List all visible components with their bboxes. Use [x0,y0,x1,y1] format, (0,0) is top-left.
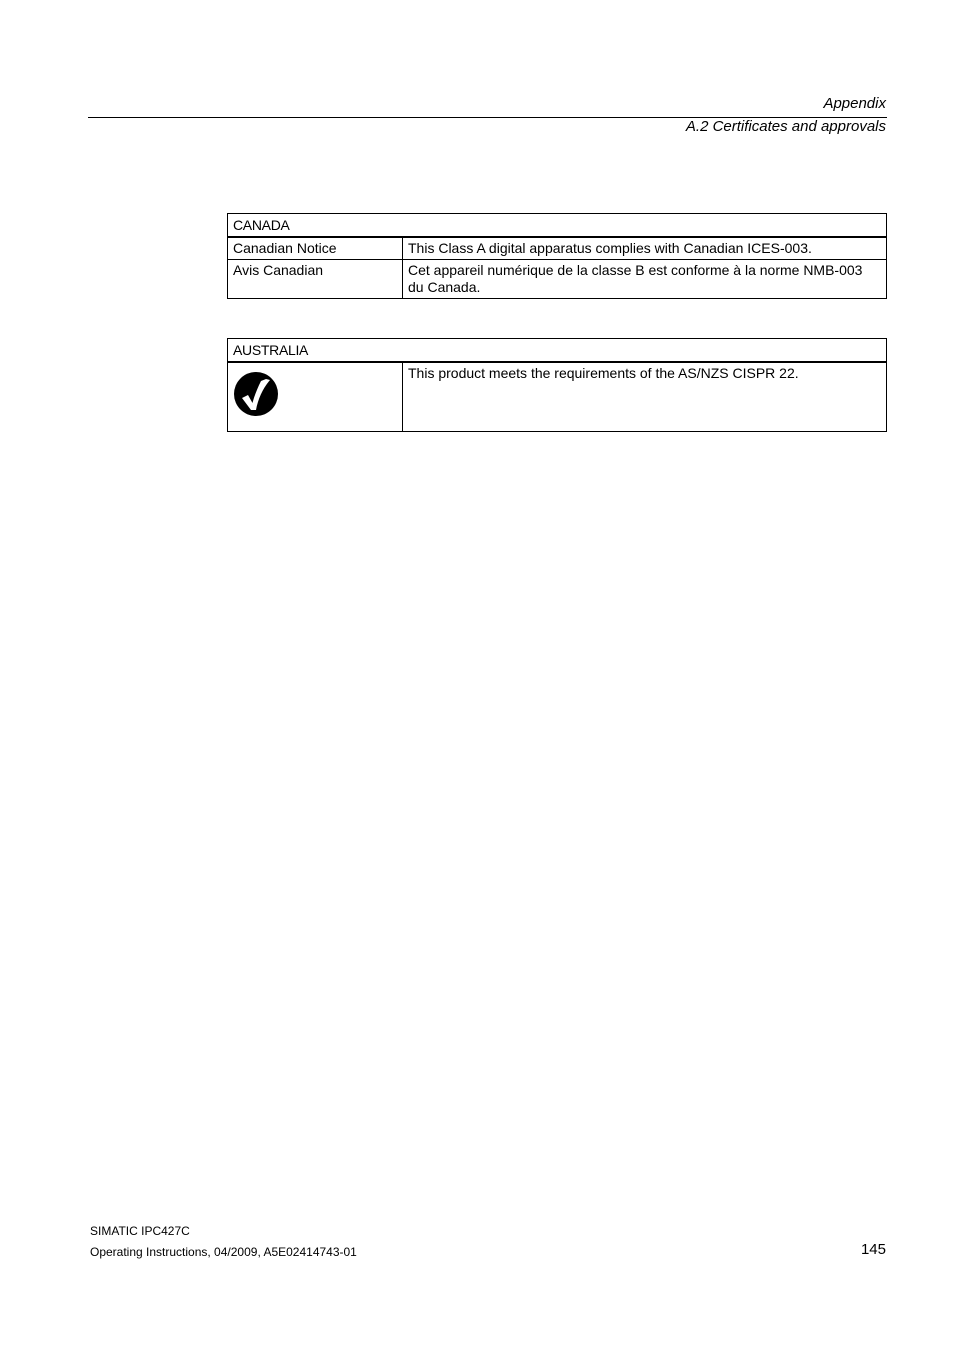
canadian-notice-label: Canadian Notice [228,237,403,260]
table-row [228,362,887,432]
australia-table [227,338,887,432]
c-tick-mark-icon [233,371,397,417]
header-chapter: Appendix [823,95,886,112]
avis-canadian-text: Cet appareil numérique de la classe B est conforme à la norme NMB-003 du Canada. [403,260,887,299]
table-row [228,237,887,260]
australia-heading-row [228,339,887,363]
canadian-notice-text: This Class A digital apparatus complies with Canadian ICES-003. [403,237,887,260]
avis-canadian-label: Avis Canadian [228,260,403,299]
canada-table [227,213,887,299]
table-row [228,260,887,299]
australia-heading: AUSTRALIA [228,339,887,363]
canada-heading: CANADA [228,214,887,238]
footer-document-info: Operating Instructions, 04/2009, A5E02414743-01 [90,1245,357,1259]
header-section: A.2 Certificates and approvals [685,118,886,135]
c-tick-cell [228,362,403,432]
page-number: 145 [860,1241,886,1258]
canada-heading-row [228,214,887,238]
australia-text: This product meets the requirements of the AS/NZS CISPR 22. [403,362,887,432]
footer-product: SIMATIC IPC427C [90,1224,190,1238]
